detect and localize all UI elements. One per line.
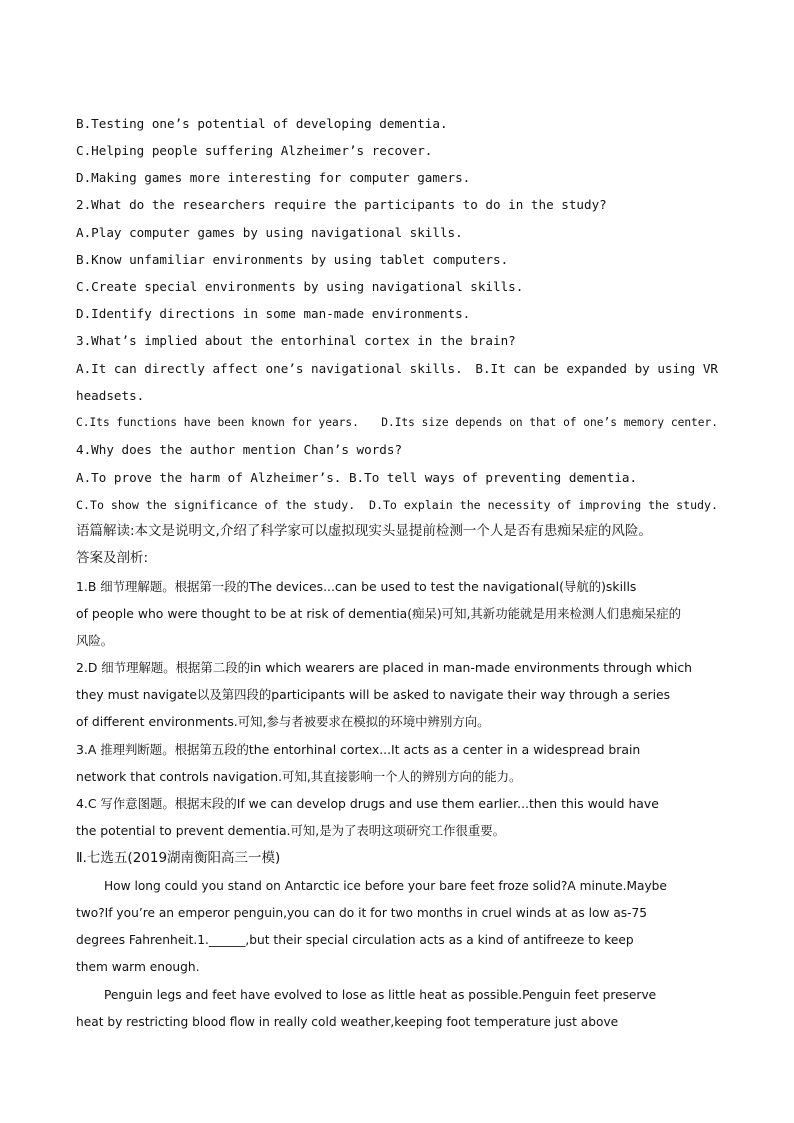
- option-3b: B.It can be expanded by using VR: [475, 361, 718, 376]
- options-4cd: [76, 495, 718, 515]
- answer-2-line-1: 2.D 细节理解题。根据第二段的in which wearers are placed in man-made environments through which: [76, 660, 692, 675]
- answer-3-line-1: 3.A 推理判断题。根据第五段的the entorhinal cortex...It acts as a center in a widespread brain: [76, 742, 641, 757]
- options-4ab: A.To prove the harm of Alzheimer’s. B.To tell ways of preventing dementia.: [76, 470, 638, 485]
- option-2a: A.Play computer games by using navigational skills.: [76, 225, 463, 240]
- option-1d: D.Making games more interesting for computer gamers.: [76, 170, 471, 185]
- question-2: 2.What do the researchers require the participants to do in the study?: [76, 197, 607, 212]
- section-heading: Ⅱ.七选五(2019湖南衡阳高三一模): [76, 850, 281, 866]
- answer-2-line-2: they must navigate以及第四段的participants will be asked to navigate their way through a series: [76, 687, 671, 702]
- answer-1-line-2: of people who were thought to be at risk of dementia(痴呆)可知,其新功能就是用来检测人们患痴呆症的: [76, 606, 682, 621]
- option-3d: D.Its size depends on that of one’s memory center.: [381, 416, 718, 429]
- option-4c: C.To show the significance of the study.: [76, 498, 356, 512]
- question-3: 3.What’s implied about the entorhinal cortex in the brain?: [76, 333, 516, 348]
- paragraph-1-line-4: them warm enough.: [76, 960, 200, 974]
- paragraph-1-line-2: two?If you’re an emperor penguin,you can do it for two months in cruel winds at as low as-75: [76, 906, 648, 920]
- option-3a: A.It can directly affect one’s navigational skills.: [76, 361, 463, 376]
- option-1b: B.Testing one’s potential of developing dementia.: [76, 116, 448, 131]
- paragraph-2-line-1: Penguin legs and feet have evolved to lose as little heat as possible.Penguin feet preserve: [104, 988, 657, 1002]
- answer-1-line-3: 风险。: [76, 633, 114, 648]
- option-3b-cont: headsets.: [76, 388, 145, 403]
- option-2d: D.Identify directions in some man-made environments.: [76, 306, 471, 321]
- option-2c: C.Create special environments by using navigational skills.: [76, 279, 524, 294]
- options-3cd: [76, 413, 718, 433]
- passage-summary: 语篇解读:本文是说明文,介绍了科学家可以虚拟现实头显提前检测一个人是否有患痴呆症的风险。: [76, 523, 652, 539]
- option-1c: C.Helping people suffering Alzheimer’s recover.: [76, 143, 433, 158]
- answer-4-line-1: 4.C 写作意图题。根据末段的If we can develop drugs and use them earlier...then this would have: [76, 796, 659, 811]
- answer-1-line-1: 1.B 细节理解题。根据第一段的The devices...can be used to test the navigational(导航的)skills: [76, 579, 637, 594]
- answers-heading: 答案及剖析:: [76, 550, 149, 566]
- answer-4-line-2: the potential to prevent dementia.可知,是为了表明这项研究工作很重要。: [76, 823, 506, 838]
- option-2b: B.Know unfamiliar environments by using tablet computers.: [76, 252, 509, 267]
- paragraph-1-line-3: degrees Fahrenheit.1.______,but their special circulation acts as a kind of antifreeze to keep: [76, 933, 634, 947]
- question-4: 4.Why does the author mention Chan’s words?: [76, 442, 403, 457]
- answer-3-line-2: network that controls navigation.可知,其直接影响一个人的辨别方向的能力。: [76, 769, 522, 784]
- paragraph-2-line-2: heat by restricting blood flow in really cold weather,keeping foot temperature just above: [76, 1015, 619, 1029]
- option-3c: C.Its functions have been known for years.: [76, 416, 359, 429]
- answer-2-line-3: of different environments.可知,参与者被要求在模拟的环境中辨别方向。: [76, 714, 490, 729]
- option-4d: D.To explain the necessity of improving the study.: [368, 498, 718, 512]
- paragraph-1-line-1: How long could you stand on Antarctic ice before your bare feet froze solid?A minute.Maybe: [104, 879, 667, 893]
- options-3ab: [76, 359, 718, 379]
